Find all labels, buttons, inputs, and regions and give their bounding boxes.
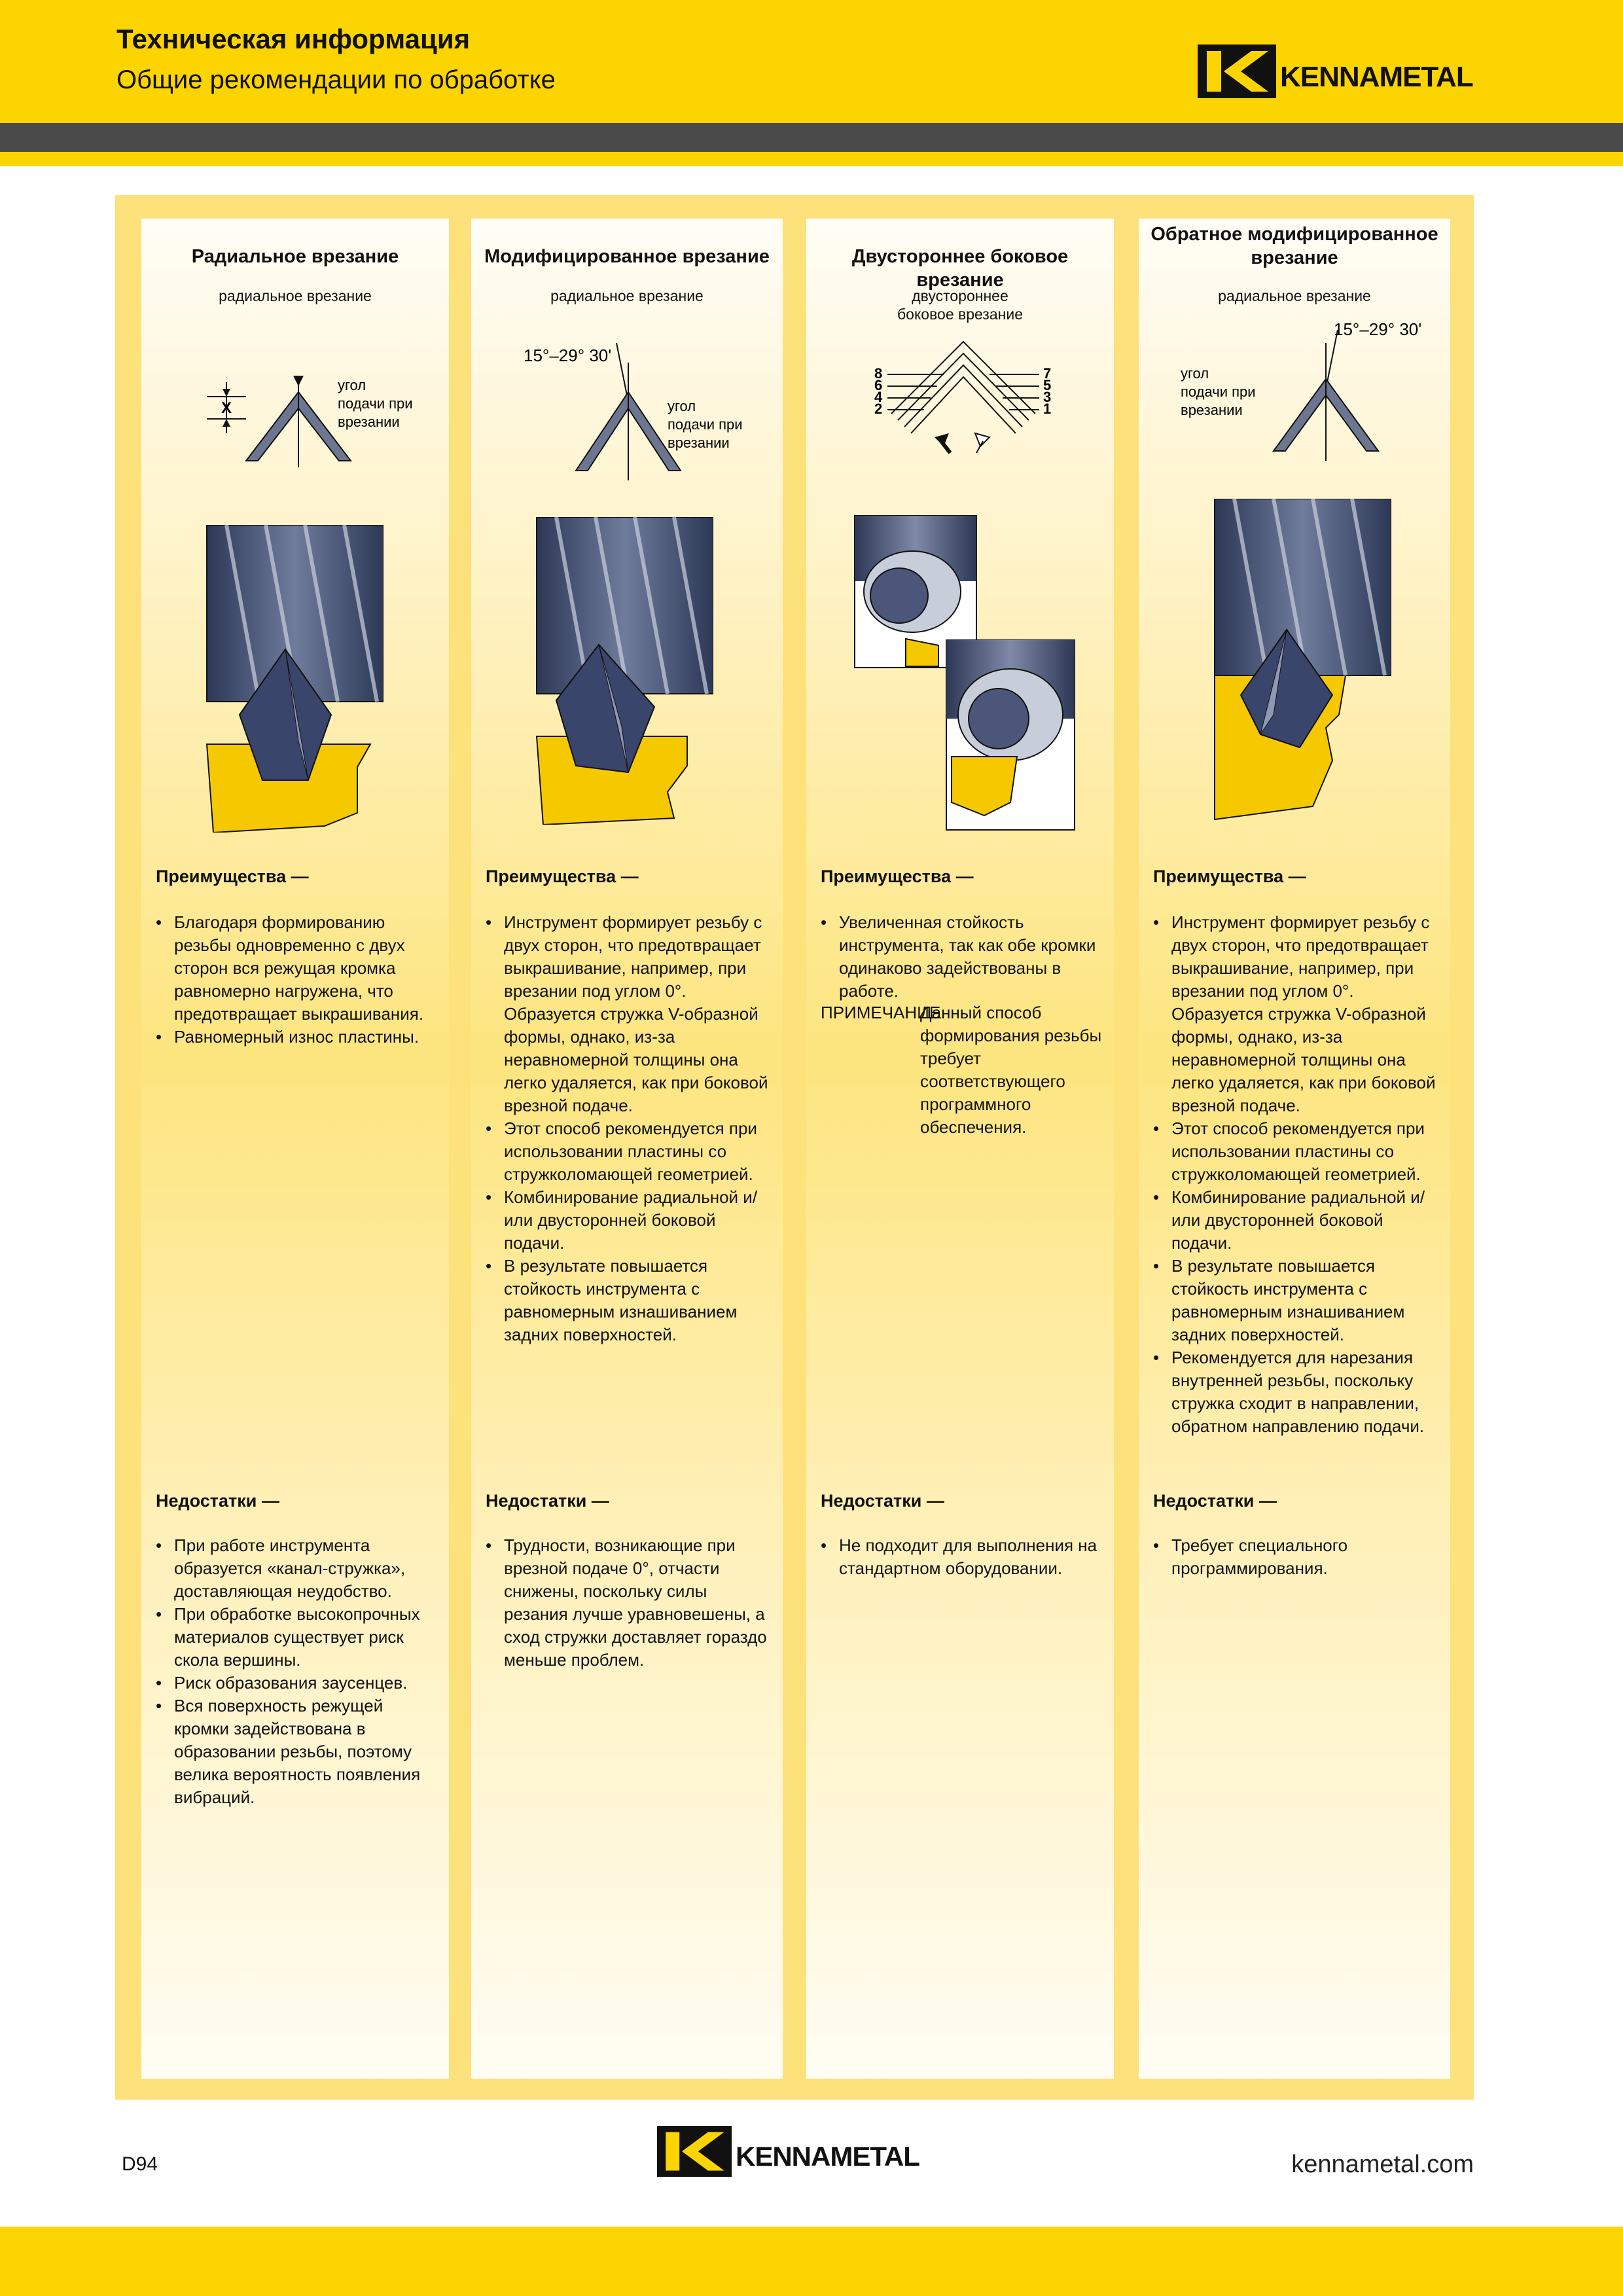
brand-wordmark: KENNAMETAL <box>736 2141 919 2172</box>
header-thin-stripe <box>0 152 1623 166</box>
svg-text:5: 5 <box>1043 377 1052 393</box>
list-item: • При работе инструмента образуется «канал-стружка», доставляющая неудобство. <box>156 1534 437 1603</box>
column-subtitle: радиальное врезание <box>550 287 704 304</box>
page-title: Техническая информация <box>116 24 471 54</box>
list-item: • Вся поверхность режущей кромки задействована в образовании резьбы, поэтому велика вероятность появления вибраций. <box>156 1695 437 1809</box>
modified-infeed-schematic <box>510 330 759 480</box>
reverse-modified-schematic <box>1171 310 1433 461</box>
threading-tool-illustration <box>200 525 383 833</box>
svg-text:подачи при: подачи при <box>338 395 413 412</box>
list-item: • Благодаря формированию резьбы одновременно с двух сторон вся режущая кромка равномерно нагружена, что предотвращает выкрашивания. <box>156 911 437 1026</box>
advantages-list <box>486 911 771 1346</box>
website-link[interactable]: kennametal.com <box>1291 2151 1474 2178</box>
disadvantages-list <box>156 1534 437 1809</box>
header-dark-stripe <box>0 123 1623 152</box>
svg-text:подачи при: подачи при <box>668 416 743 433</box>
svg-text:7: 7 <box>1043 365 1052 382</box>
disadvantages-heading: Недостатки — <box>1153 1491 1277 1511</box>
svg-text:8: 8 <box>874 365 883 382</box>
column-subtitle-line2: боковое врезание <box>897 306 1023 323</box>
list-item: • Рекомендуется для нарезания внутренней резьбы, поскольку стружка сходит в направлении, обратном направлению подачи. <box>1153 1346 1438 1438</box>
advantages-list <box>156 911 437 1049</box>
brand-wordmark: KENNAMETAL <box>1280 61 1473 93</box>
column-title-line2: врезание <box>1251 247 1338 268</box>
list-item: • В результате повышается стойкость инструмента с равномерным изнашиванием задних поверхностей. <box>486 1255 771 1346</box>
advantages-heading: Преимущества — <box>821 867 974 886</box>
list-item: • Риск образования заусенцев. <box>156 1672 437 1695</box>
column-subtitle: радиальное врезание <box>219 287 372 304</box>
page-subtitle: Общие рекомендации по обработке <box>116 65 556 94</box>
list-item: • Инструмент формирует резьбу с двух сторон, что предотвращает выкрашивание, например, при врезании под углом 0°. Образуется стружка V-образной формы, однако, из-за неравномерной толщины она легко удаляется, как при боковой врезной подаче. <box>1153 911 1438 1117</box>
disadvantages-heading: Недостатки — <box>821 1491 944 1511</box>
depth-label: X <box>221 399 232 417</box>
svg-text:врезании: врезании <box>668 435 730 451</box>
column-title: Модифицированное врезание <box>484 246 770 267</box>
list-item: • Равномерный износ пластины. <box>156 1026 437 1049</box>
svg-text:подачи при: подачи при <box>1181 384 1256 400</box>
advantages-heading: Преимущества — <box>1153 867 1306 886</box>
kennametal-k-icon <box>657 2126 732 2177</box>
list-item: • Трудности, возникающие при врезной подаче 0°, отчасти снижены, поскольку силы резания лучше уравновешены, а сход стружки доставляет гораздо меньше проблем. <box>486 1534 771 1672</box>
brand-logo-header <box>1198 45 1473 98</box>
list-item: • Увеличенная стойкость инструмента, так как обе кромки одинаково задействованы в работе. <box>821 911 1102 1003</box>
column-radial-infeed <box>141 219 449 2079</box>
footer-band <box>0 2227 1623 2296</box>
column-alternating-flank-infeed <box>806 219 1114 2079</box>
disadvantages-list <box>821 1534 1102 1580</box>
svg-text:1: 1 <box>1043 401 1052 417</box>
list-item: • Требует специального программирования. <box>1153 1534 1438 1580</box>
column-subtitle: двустороннее <box>912 287 1008 304</box>
threading-tool-illustration <box>530 517 713 825</box>
disadvantages-list <box>486 1534 771 1672</box>
brand-logo-footer <box>657 2126 919 2177</box>
column-title: Обратное модифицированное <box>1150 224 1438 245</box>
disadvantages-list <box>1153 1534 1438 1580</box>
svg-text:4: 4 <box>874 389 883 405</box>
column-title: Двустороннее боковое врезание <box>851 246 1069 291</box>
svg-text:врезании: врезании <box>338 414 400 430</box>
list-item: • При обработке высокопрочных материалов существует риск скола вершины. <box>156 1603 437 1672</box>
svg-text:2: 2 <box>874 401 883 417</box>
disadvantages-heading: Недостатки — <box>486 1491 609 1511</box>
alternating-flank-illustration <box>853 514 1076 833</box>
svg-text:угол: угол <box>338 377 366 393</box>
svg-text:врезании: врезании <box>1181 402 1243 418</box>
disadvantages-heading: Недостатки — <box>156 1491 279 1511</box>
list-item: • Этот способ рекомендуется при использовании пластины со стружколомающей геометрией. <box>486 1117 771 1186</box>
threading-tool-illustration <box>1202 499 1391 833</box>
note-label: ПРИМЕЧАНИЕ. <box>821 1003 946 1022</box>
list-item: • В результате повышается стойкость инструмента с равномерным изнашиванием задних поверхностей. <box>1153 1255 1438 1346</box>
list-item: • Этот способ рекомендуется при использовании пластины со стружколомающей геометрией. <box>1153 1117 1438 1186</box>
column-subtitle: радиальное врезание <box>1218 287 1371 304</box>
list-item: • Комбинирование радиальной и/или двусторонней боковой подачи. <box>1153 1186 1438 1255</box>
column-reverse-modified-infeed <box>1139 219 1450 2079</box>
angle-range-label: 15°–29° 30' <box>1334 319 1422 339</box>
svg-text:3: 3 <box>1043 389 1052 405</box>
svg-text:угол: угол <box>668 398 696 414</box>
advantages-heading: Преимущества — <box>486 867 639 886</box>
column-title: Радиальное врезание <box>191 246 399 267</box>
alternating-flank-schematic <box>872 335 1055 466</box>
note-text: Данный способ формирования резьбы требует соответствующего программного обеспечения. <box>920 1003 1102 1137</box>
svg-text:6: 6 <box>874 377 883 393</box>
advantages-heading: Преимущества — <box>156 867 309 886</box>
svg-text:угол: угол <box>1181 365 1209 382</box>
column-modified-infeed <box>471 219 783 2079</box>
advantages-list <box>821 911 1102 1003</box>
list-item: • Комбинирование радиальной и/или двусторонней боковой подачи. <box>486 1186 771 1255</box>
advantages-list <box>1153 911 1438 1438</box>
angle-range-label: 15°–29° 30' <box>524 346 612 365</box>
list-item: • Инструмент формирует резьбу с двух сторон, что предотвращает выкрашивание, например, при врезании под углом 0°. Образуется стружка V-образной формы, однако, из-за неравномерной толщины она легко удаляется, как при боковой врезной подаче. <box>486 911 771 1117</box>
list-item: • Не подходит для выполнения на стандартном оборудовании. <box>821 1534 1102 1580</box>
kennametal-k-icon <box>1198 45 1276 98</box>
radial-infeed-schematic <box>181 356 416 474</box>
page-number: D94 <box>122 2153 158 2175</box>
